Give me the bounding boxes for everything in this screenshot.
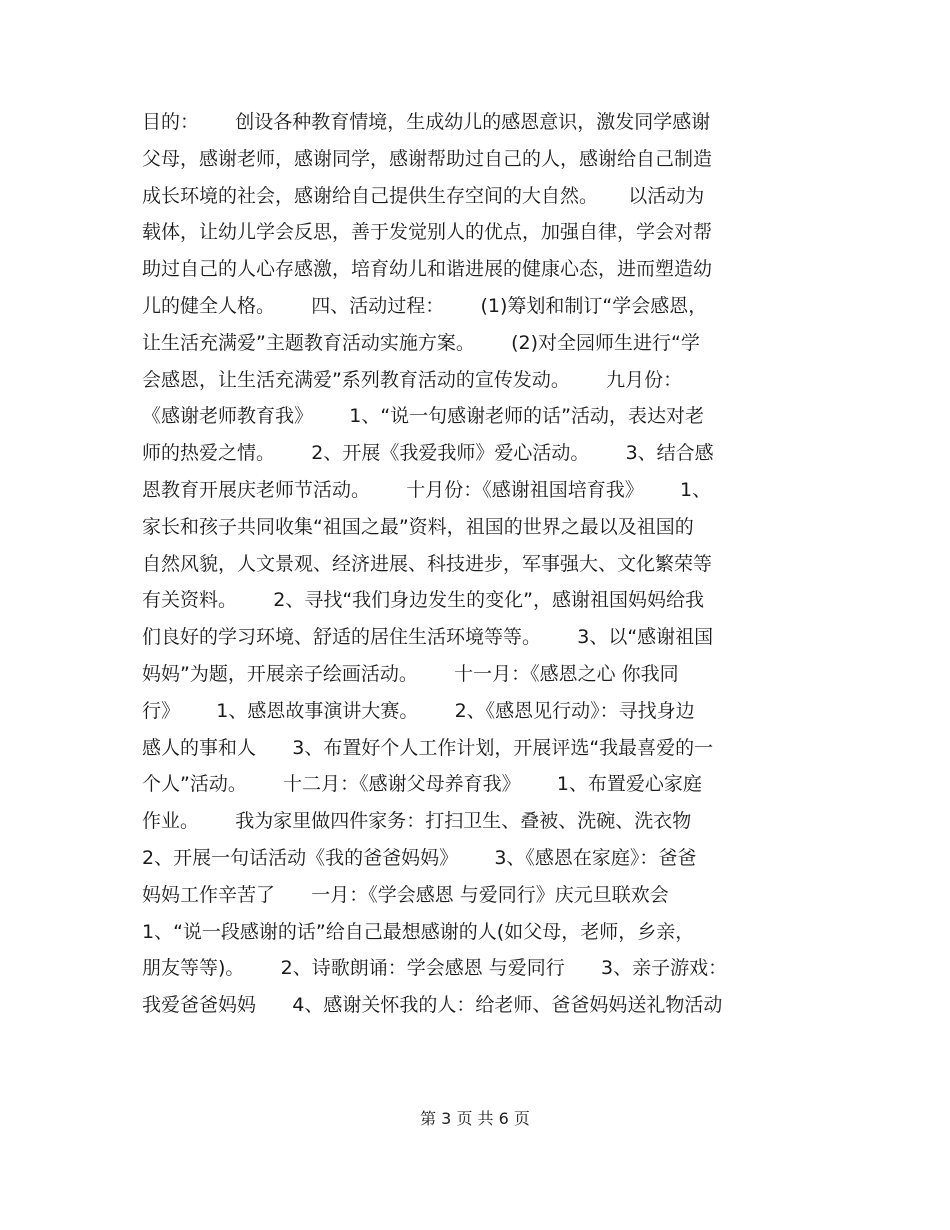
text-line: 有关资料。 2、寻找“我们身边发生的变化”，感谢祖国妈妈给我 [142,589,705,612]
text-line: 2、开展一句话活动《我的爸爸妈妈》 3、《感恩在家庭》：爸爸 [142,846,697,869]
text-line: 行》 1、感恩故事演讲大赛。 2、《感恩见行动》：寻找身边 [142,699,695,722]
text-line: 师的热爱之情。 2、开展《我爱我师》爱心活动。 3、结合感 [142,442,714,465]
text-line: 载体，让幼儿学会反思，善于发觉别人的优点，加强自律，学会对帮 [142,221,713,244]
text-line: 家长和孩子共同收集“祖国之最”资料，祖国的世界之最以及祖国的 [142,515,694,538]
text-line: 妈妈工作辛苦了 一月：《学会感恩 与爱同行》庆元旦联欢会 [142,883,669,906]
text-line: 会感恩，让生活充满爱”系列教育活动的宣传发动。 九月份： [142,368,683,391]
text-line: 们良好的学习环境、舒适的居住生活环境等等。 3、以“感谢祖国 [142,626,714,649]
text-line: 助过自己的人心存感激，培育幼儿和谐进展的健康心态，进而塑造幼 [142,258,713,281]
body-text [142,104,810,1024]
text-line: 自然风貌，人文景观、经济进展、科技进步，军事强大、文化繁荣等 [142,552,713,575]
text-line: 《感谢老师教育我》 1、“说一句感谢老师的话”活动，表达对老 [142,405,705,428]
text-line: 作业。 我为家里做四件家务：打扫卫生、叠被、洗碗、洗衣物 [142,810,692,833]
page-number-footer: 第 3 页 共 6 页 [420,1109,530,1128]
text-line: 朋友等等)。 2、诗歌朗诵：学会感恩 与爱同行 3、亲子游戏： [142,957,728,980]
text-line: 让生活充满爱”主题教育活动实施方案。 (2)对全园师生进行“学 [142,331,700,354]
text-line: 恩教育开展庆老师节活动。 十月份：《感谢祖国培育我》 1、 [142,478,712,501]
text-line: 儿的健全人格。 四、活动过程： (1)筹划和制订“学会感恩， [142,294,708,317]
text-line: 1、“说一段感谢的话”给自己最想感谢的人(如父母，老师，乡亲， [142,920,695,943]
text-line: 成长环境的社会，感谢给自己提供生存空间的大自然。 以活动为 [142,184,705,207]
text-line: 我爱爸爸妈妈 4、感谢关怀我的人：给老师、爸爸妈妈送礼物活动 [142,994,723,1017]
text-line: 感人的事和人 3、布置好个人工作计划，开展评选“我最喜爱的一 [142,736,714,759]
text-line: 个人”活动。 十二月：《感谢父母养育我》 1、布置爱心家庭 [142,773,702,796]
text-line: 妈妈”为题，开展亲子绘画活动。 十一月：《感恩之心 你我同 [142,662,679,685]
text-line: 目的： 创设各种教育情境，生成幼儿的感恩意识，激发同学感谢 [142,111,711,133]
text-line: 父母，感谢老师，感谢同学，感谢帮助过自己的人，感谢给自己制造 [142,147,713,170]
